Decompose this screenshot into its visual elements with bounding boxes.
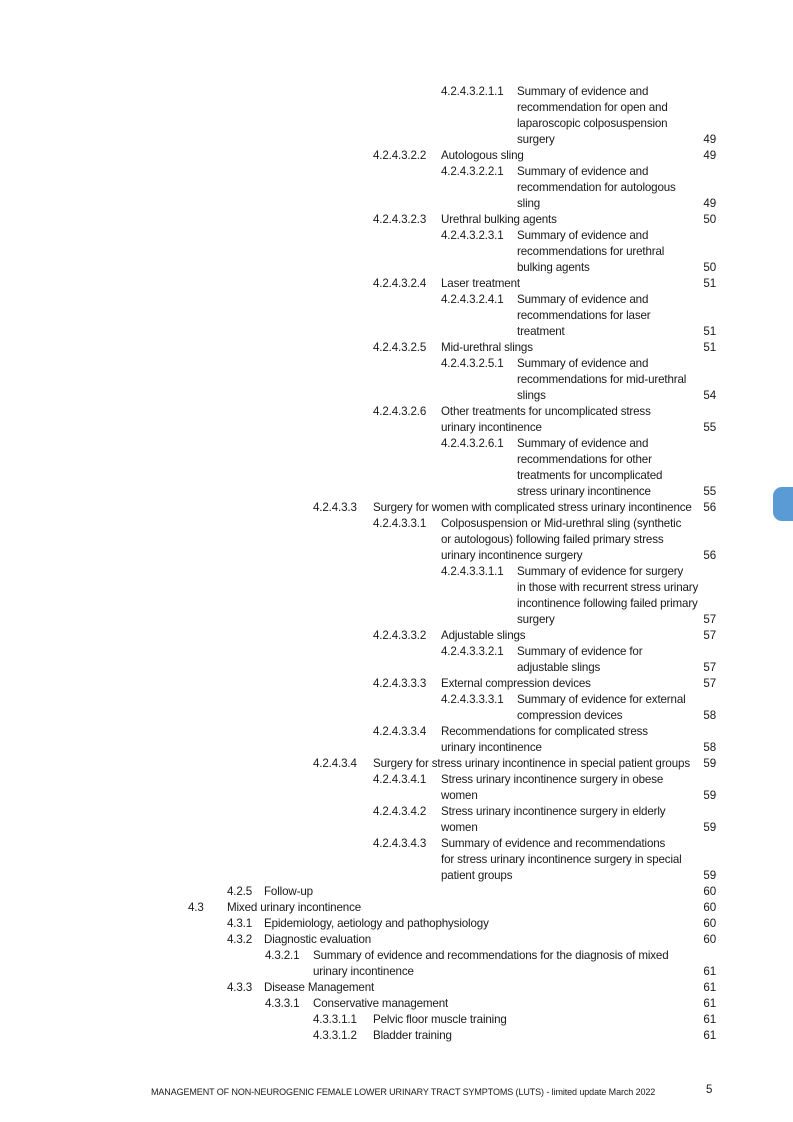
toc-page-number[interactable]: 51 [703, 341, 716, 354]
toc-entry-title[interactable]: Diagnostic evaluation [264, 933, 372, 946]
toc-entry-number: 4.2.4.3.2.6.1 [441, 437, 504, 450]
toc-entry-title[interactable]: Recommendations for complicated stress [441, 725, 648, 738]
toc-entry-number: 4.2.4.3.3.2.1 [441, 645, 504, 658]
toc-entry-title[interactable]: Summary of evidence for [517, 645, 643, 658]
toc-page-number[interactable]: 56 [703, 501, 716, 514]
toc-page-number[interactable]: 49 [703, 149, 716, 162]
toc-entry-title[interactable]: women [441, 821, 478, 834]
toc-entry-title[interactable]: urinary incontinence [441, 421, 542, 434]
toc-entry-number: 4.2.4.3.4.3 [373, 837, 427, 850]
page-number: 5 [706, 1084, 713, 1096]
toc-page-number[interactable]: 50 [703, 213, 716, 226]
toc-page-number[interactable]: 59 [703, 869, 716, 882]
toc-entry-title[interactable]: patient groups [441, 869, 513, 882]
toc-entry-title[interactable]: Laser treatment [441, 277, 520, 290]
toc-entry-title[interactable]: Summary of evidence and [517, 357, 649, 370]
toc-entry-number: 4.3.2.1 [265, 949, 300, 962]
toc-entry-title[interactable]: Surgery for stress urinary incontinence in special patient groups [373, 757, 690, 770]
toc-entry-number: 4.2.5 [227, 885, 253, 898]
toc-page-number[interactable]: 57 [703, 629, 716, 642]
toc-entry-title[interactable]: for stress urinary incontinence surgery in special [441, 853, 682, 866]
toc-entry-number: 4.2.4.3.3.2 [373, 629, 427, 642]
toc-entry-number: 4.2.4.3.2.4.1 [441, 293, 504, 306]
toc-entry-title[interactable]: Other treatments for uncomplicated stress [441, 405, 651, 418]
toc-page-number[interactable]: 49 [703, 133, 716, 146]
toc-entry-title[interactable]: incontinence following failed primary [517, 597, 698, 610]
toc-page-number[interactable]: 60 [703, 933, 716, 946]
toc-entry-title[interactable]: Summary of evidence and recommendations for the diagnosis of mixed [313, 949, 669, 962]
footer-title: MANAGEMENT OF NON-NEUROGENIC FEMALE LOWER URINARY TRACT SYMPTOMS (LUTS) - limited update March 2022 [151, 1087, 656, 1097]
toc-entry-title[interactable]: Summary of evidence and recommendations [441, 837, 666, 850]
toc-entry-number: 4.2.4.3.2.2.1 [441, 165, 504, 178]
toc-entry-title[interactable]: surgery [517, 613, 555, 626]
toc-page-number[interactable]: 51 [703, 325, 716, 338]
toc-entry-number: 4.3.1 [227, 917, 253, 930]
toc-entry-title[interactable]: Disease Management [264, 981, 375, 994]
toc-entry-title[interactable]: recommendation for autologous [517, 181, 676, 194]
toc-page-number[interactable]: 56 [703, 549, 716, 562]
toc-entry-title[interactable]: compression devices [517, 709, 623, 722]
toc-entry-title[interactable]: surgery [517, 133, 555, 146]
toc-entry-title[interactable]: Follow-up [264, 885, 313, 898]
toc-entry-number: 4.3.2 [227, 933, 253, 946]
toc-entry-title[interactable]: recommendation for open and [517, 101, 668, 114]
toc-entry-number: 4.2.4.3.2.4 [373, 277, 427, 290]
toc-entry-title[interactable]: Summary of evidence for external [517, 693, 686, 706]
toc-entry-number: 4.2.4.3.3 [313, 501, 357, 514]
toc-entry-title[interactable]: Summary of evidence and [517, 229, 649, 242]
toc-entry-number: 4.2.4.3.4.1 [373, 773, 427, 786]
toc-entry-title[interactable]: stress urinary incontinence [517, 485, 651, 498]
toc-entry-number: 4.2.4.3.3.1 [373, 517, 427, 530]
toc-entry-number: 4.2.4.3.3.3.1 [441, 693, 504, 706]
toc-entry-number: 4.3.3.1 [265, 997, 300, 1010]
toc-entry-title[interactable]: Mid-urethral slings [441, 341, 533, 354]
toc-entry-title[interactable]: adjustable slings [517, 661, 601, 674]
toc-entry-title[interactable]: Summary of evidence and [517, 85, 649, 98]
toc-entry-title[interactable]: women [441, 789, 478, 802]
toc-page-number[interactable]: 51 [703, 277, 716, 290]
toc-entry-title[interactable]: Summary of evidence and [517, 165, 649, 178]
section-tab[interactable] [773, 487, 793, 521]
toc-page-number[interactable]: 60 [703, 885, 716, 898]
toc-entry-number: 4.2.4.3.2.5.1 [441, 357, 504, 370]
toc-entry-title[interactable]: Epidemiology, aetiology and pathophysiology [264, 917, 489, 930]
toc-entry-number: 4.2.4.3.3.4 [373, 725, 427, 738]
toc-entry-title[interactable]: recommendations for mid-urethral [517, 373, 687, 386]
toc-entry-title[interactable]: urinary incontinence [313, 965, 414, 978]
toc-entry-title[interactable]: or autologous) following failed primary stress [441, 533, 664, 546]
toc-page-number[interactable]: 61 [703, 1029, 716, 1042]
toc-page-number[interactable]: 60 [703, 901, 716, 914]
toc-entry-title[interactable]: Stress urinary incontinence surgery in elderly [441, 805, 666, 818]
toc-entry-title[interactable]: Summary of evidence and [517, 293, 649, 306]
toc-entry-number: 4.2.4.3.2.6 [373, 405, 427, 418]
toc-entry-number: 4.2.4.3.2.1.1 [441, 85, 504, 98]
toc-entry-number: 4.2.4.3.3.3 [373, 677, 427, 690]
toc-entry-title[interactable]: Urethral bulking agents [441, 213, 557, 226]
toc-page-number[interactable]: 61 [703, 965, 716, 978]
toc-page-number[interactable]: 59 [703, 789, 716, 802]
toc-entry-title[interactable]: urinary incontinence [441, 741, 542, 754]
toc-entry-title[interactable]: Surgery for women with complicated stress urinary incontinence [373, 501, 692, 514]
toc-page-number[interactable]: 49 [703, 197, 716, 210]
toc-entry-number: 4.3 [188, 901, 204, 914]
toc-entry-title[interactable]: recommendations for other [517, 453, 652, 466]
toc-entry-title[interactable]: in those with recurrent stress urinary [517, 581, 699, 594]
toc-entry-number: 4.2.4.3.2.3.1 [441, 229, 504, 242]
toc-entry-title[interactable]: Adjustable slings [441, 629, 526, 642]
toc-entry-title[interactable]: urinary incontinence surgery [441, 549, 583, 562]
toc-entry-title[interactable]: Bladder training [373, 1029, 452, 1042]
toc-page-number[interactable]: 61 [703, 1013, 716, 1026]
toc-entry-title[interactable]: Mixed urinary incontinence [227, 901, 362, 914]
toc-entry-title[interactable]: Summary of evidence and [517, 437, 649, 450]
toc-entry-number: 4.2.4.3.2.3 [373, 213, 427, 226]
toc-page-number[interactable]: 55 [703, 485, 716, 498]
toc-entry-title[interactable]: Summary of evidence for surgery [517, 565, 684, 578]
toc-entry-number: 4.2.4.3.4 [313, 757, 357, 770]
toc-entry-number: 4.2.4.3.4.2 [373, 805, 427, 818]
toc-page-number[interactable]: 61 [703, 981, 716, 994]
toc-entry-number: 4.3.3.1.1 [313, 1013, 357, 1026]
toc-page-number[interactable]: 58 [703, 741, 716, 754]
toc-entry-title[interactable]: treatments for uncomplicated [517, 469, 663, 482]
toc-page-number[interactable]: 61 [703, 997, 716, 1010]
toc-page-number[interactable]: 59 [703, 821, 716, 834]
toc-entry-title[interactable]: Conservative management [313, 997, 449, 1010]
toc-page-number[interactable]: 54 [703, 389, 716, 402]
toc-entry-number: 4.3.3.1.2 [313, 1029, 357, 1042]
toc-page-number[interactable]: 60 [703, 917, 716, 930]
toc-page-number[interactable]: 59 [703, 757, 716, 770]
toc-entry-title[interactable]: slings [517, 389, 546, 402]
toc-page-number[interactable]: 57 [703, 661, 716, 674]
toc-page-number[interactable]: 55 [703, 421, 716, 434]
toc-page-number[interactable]: 57 [703, 677, 716, 690]
toc-entry-title[interactable]: recommendations for urethral [517, 245, 665, 258]
toc-entry-number: 4.2.4.3.3.1.1 [441, 565, 504, 578]
toc-entry-title[interactable]: Colposuspension or Mid-urethral sling (synthetic [441, 517, 682, 530]
toc-page-number[interactable]: 58 [703, 709, 716, 722]
toc-entry-title[interactable]: recommendations for laser [517, 309, 651, 322]
toc-entry-number: 4.2.4.3.2.5 [373, 341, 427, 354]
toc-entry-title[interactable]: treatment [517, 325, 565, 338]
toc-entry-number: 4.3.3 [227, 981, 253, 994]
toc-page-number[interactable]: 57 [703, 613, 716, 626]
toc-entry-title[interactable]: Stress urinary incontinence surgery in obese [441, 773, 664, 786]
toc-entry-title[interactable]: Pelvic floor muscle training [373, 1013, 507, 1026]
toc-entry-title[interactable]: Autologous sling [441, 149, 524, 162]
toc-entry-title[interactable]: External compression devices [441, 677, 591, 690]
toc-entry-title[interactable]: bulking agents [517, 261, 590, 274]
toc-entry-title[interactable]: laparoscopic colposuspension [517, 117, 668, 130]
toc-entry-title[interactable]: sling [517, 197, 541, 210]
toc-page-number[interactable]: 50 [703, 261, 716, 274]
toc-entry-number: 4.2.4.3.2.2 [373, 149, 427, 162]
